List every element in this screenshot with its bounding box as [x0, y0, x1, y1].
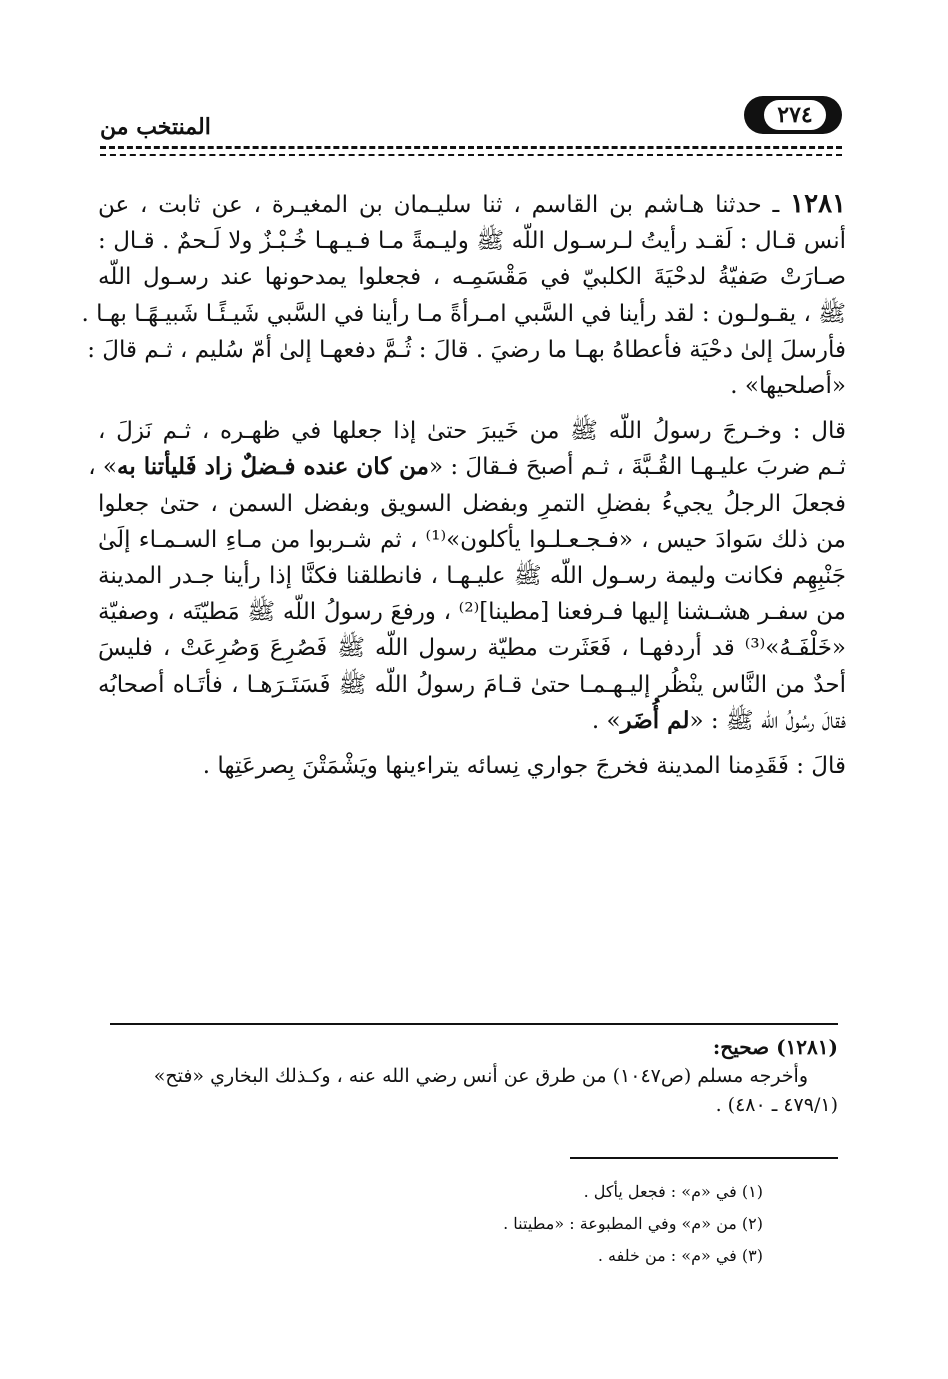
text-line: «أصلحيها» .	[730, 373, 846, 400]
text-line: ١٢٨١ ـ حدثنا هـاشم بن القاسم ، ثنا سليـمان بن المغيـرة ، عن ثابت ، عن	[98, 189, 846, 219]
text-line: فجعلَ الرجلُ يجيءُ بفضلِ التمرِ وبفضل السويق وبفضل السمن ، حتىٰ جعلوا	[98, 490, 846, 517]
bold-quote: من كان عنده فـضلٌ زاد فَليأتنا به	[117, 453, 429, 481]
text-line: فقالَ رسُولُ اللّه ﷺ : «لم أُضَر» .	[591, 706, 846, 734]
text-line: ﷺ ، يقـولـون : لقد رأينا في السَّبي امـرأةً مـا رأينا في السَّبي شَيـئًـا شَبيـهًـا بهـا .	[81, 300, 846, 327]
bold-quote: لم أُضَر	[620, 706, 690, 734]
text-line: قالَ : فَقَدِمنا المدينة فخرجَ جواري نِسائه يتراءينها ويَشْمَتْنَ بِصرعَتِها .	[202, 753, 846, 780]
text-line: ثـم ضربَ عليـهـا القُـبَّةَ ، ثـم أصبحَ فـقالَ : «من كان عنده فـضلٌ زاد فَليأتنا به» ،	[88, 453, 846, 481]
hadith-number: ١٢٨١	[790, 189, 846, 219]
text-line: أنس قـال : لَقـد رأيتُ لـرسـول اللّه ﷺ وليـمةً مـا فـيـهـا خُـبْـزٌ ولا لَـحمٌ . قـال :	[98, 228, 846, 255]
notes-divider	[110, 1023, 838, 1025]
footnote: (١) في «م» : فجعل يأكل .	[583, 1182, 763, 1201]
page-number-badge	[744, 96, 842, 134]
page-header	[100, 92, 842, 144]
grading-notes	[110, 1033, 838, 1120]
footnote-divider	[570, 1157, 838, 1159]
hadith-text	[81, 186, 846, 793]
text-line: صـارَتْ صَفيّةُ لدحْيَةَ الكلبيّ في مَقْسَمِـه ، فجعلوا يمدحونها عند رسـول اللّه	[98, 264, 846, 291]
grading-heading: (١٢٨١) صحيح:	[712, 1035, 838, 1059]
text-line: من ذلك سَوادَ حيس ، «فـجـعـلـوا يأكلون»⁽¹⁾ ، ثم شـربوا من مـاءِ السـمـاء إلَىٰ	[98, 526, 846, 553]
footnote: (٣) في «م» : من خلفه .	[597, 1246, 763, 1265]
book-title: المنتخب من	[100, 114, 211, 140]
text-line: من سفـر هشـشنا إليها فـرفعنا [مطينا]⁽²⁾ ، ورفعَ رسولُ اللّه ﷺ مَطيّتَه ، وصفيّة	[98, 599, 846, 626]
paragraph-3	[98, 748, 846, 784]
footnotes	[363, 1176, 763, 1272]
text-line: قال : وخـرجَ رسولُ اللّه ﷺ من خَيبرَ حتىٰ إذا جعلها في ظهـره ، ثـم نَزلَ ،	[98, 418, 846, 445]
text-line: فأرسلَ إلىٰ دحْيَة فأعطاهُ بهـا ما رضيَ . قالَ : ثُـمَّ دفعهـا إلىٰ أمّ سُليم ، ثـم قالَ :	[87, 336, 846, 363]
grading-line: وأخرجه مسلم (ص١٠٤٧) من طرق عن أنس رضي الله عنه ، وكـذلك البخاري «فتح»	[153, 1065, 808, 1087]
text-line: جَنْبِهِم فكانت وليمة رسـول اللّه ﷺ عليـهـا ، فانطلقنا فكنَّا إذا رأينا جـدر المدينة	[98, 563, 846, 590]
header-rule	[100, 146, 842, 153]
paragraph-1	[81, 186, 846, 404]
text-line: أحدٌ من النَّاس ينْظُر إليـهـمـا حتىٰ قـامَ رسولُ اللّه ﷺ فَسَتَـرَهـا ، فأتَـاه أصحابُه	[98, 671, 846, 698]
page-number: ٢٧٤	[764, 100, 826, 130]
header-rule-secondary	[100, 154, 842, 160]
text-line: «خَلْفَـهُ»⁽³⁾ قد أردفهـا ، فَعَثَرت مطيّة رسول اللّه ﷺ فَصُرِعَ وَصُرِعَتْ ، فليسَ	[98, 635, 846, 662]
paragraph-2	[88, 413, 846, 739]
grading-line: (٤٧٩/١ ـ ٤٨٠) .	[715, 1094, 838, 1116]
footnote: (٢) من «م» وفي المطبوعة : «مطيتنا .	[503, 1214, 763, 1233]
